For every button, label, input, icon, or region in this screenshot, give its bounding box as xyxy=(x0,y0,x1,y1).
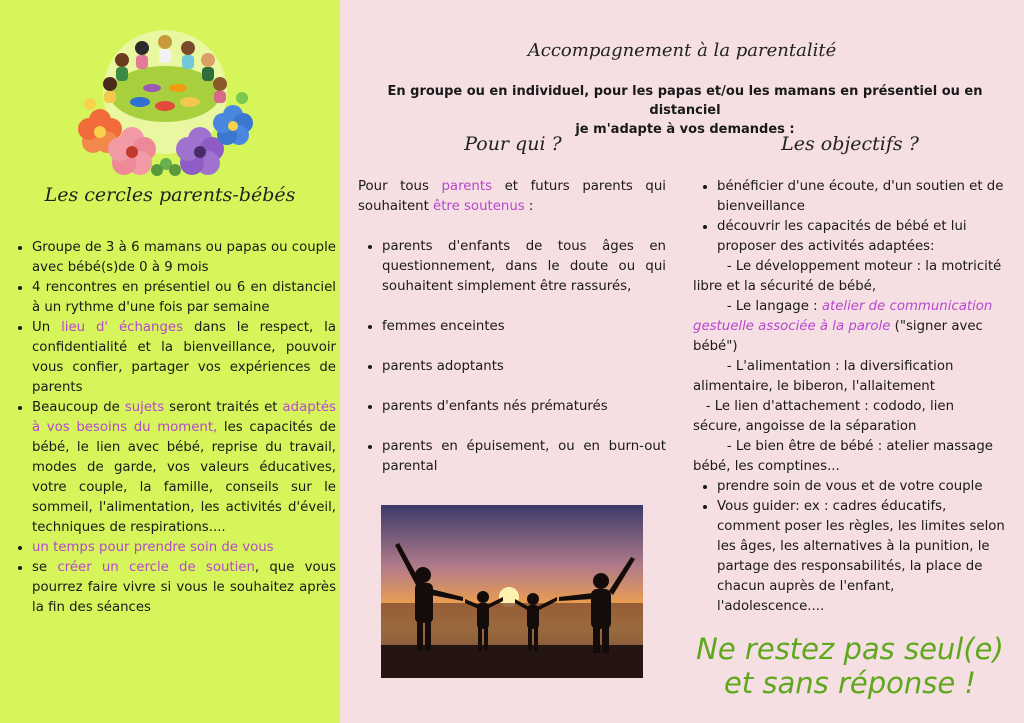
text-segment: - Le lien d'attachement : cododo, lien sécure, angoisse de la séparation xyxy=(693,399,959,434)
main-title: Accompagnement à la parentalité xyxy=(527,40,837,61)
left-list-item xyxy=(32,538,336,558)
objectif-item: • Vous guider: ex : cadres éducatifs, comment poser les règles, les limites selon les âges, les alternatives à la punition, le partage des responsabilités, la place de chacun auprès de l'enfant, l'adolescence.... xyxy=(717,497,1005,617)
pour-qui-title: Pour qui ? xyxy=(464,133,562,155)
highlight-text: parents xyxy=(441,179,492,194)
objectif-item: • prendre soin de vous et de votre couple xyxy=(717,477,1005,497)
intro-line-1: En groupe ou en individuel, pour les papas et/ou les mamans en présentiel ou en distanciel xyxy=(387,84,983,118)
pour-qui-intro xyxy=(358,177,666,217)
pour-qui-column xyxy=(358,177,666,497)
pour-qui-list xyxy=(358,237,666,477)
text-segment: ("signer avec bébé") xyxy=(693,319,988,354)
left-list-item xyxy=(32,558,336,618)
intro-line-2: je m'adapte à vos demandes : xyxy=(575,122,795,137)
tagline-line-2: et sans réponse ! xyxy=(723,666,977,700)
pour-qui-item: • parents en épuisement, ou en burn-out parental xyxy=(382,437,666,477)
text-segment: 4 rencontres en présentiel ou 6 en distanciel à un rythme d'une fois par semaine xyxy=(32,280,336,315)
text-segment: seront traités et xyxy=(164,400,283,415)
left-list-item xyxy=(32,238,336,278)
objectif-sub-item xyxy=(693,297,1005,357)
text-segment: Pour tous xyxy=(358,179,442,194)
intro-text xyxy=(360,82,1010,139)
highlight-text: atelier de communication gestuelle associée à la parole xyxy=(693,299,997,334)
text-segment: - Le langage : xyxy=(693,299,822,314)
text-segment: Un xyxy=(32,320,62,335)
text-segment: - Le développement moteur : la motricité libre et la sécurité de bébé, xyxy=(693,259,1006,294)
family-sunset-photo xyxy=(381,505,643,678)
text-segment: Beaucoup de xyxy=(32,400,125,415)
pour-qui-item: • parents d'enfants nés prématurés xyxy=(382,397,666,417)
left-title: Les cercles parents-bébés xyxy=(44,184,296,206)
highlight-text: un temps pour prendre soin de vous xyxy=(32,540,274,555)
highlight-text: adaptés à vos besoins du moment, xyxy=(32,400,336,435)
objectifs-sub-list xyxy=(693,257,1005,477)
objectif-sub-item xyxy=(693,257,1005,297)
highlight-text: être soutenus xyxy=(433,199,525,214)
objectifs-title: Les objectifs ? xyxy=(781,133,919,155)
parents-circle-logo-icon xyxy=(70,22,260,182)
objectif-sub-item xyxy=(693,357,1005,397)
left-list-item xyxy=(32,278,336,318)
text-segment: - Le bien être de bébé : atelier massage bébé, les comptines... xyxy=(693,439,998,474)
text-segment: : xyxy=(524,199,534,214)
text-segment: dans le respect, la confidentialité et la bienveillance, pouvoir vous confier, partager vos expériences de parents xyxy=(32,320,337,395)
text-segment: , que vous pourrez faire vivre si vous le souhaitez après la fin des séances xyxy=(32,560,336,615)
pour-qui-item: • parents adoptants xyxy=(382,357,666,377)
tagline-line-1: Ne restez pas seul(e) xyxy=(696,632,1004,666)
text-segment: les capacités de bébé, le lien avec bébé, reprise du travail, modes de garde, vos valeurs éducatives, votre couple, la famille, conseils sur le sommeil, l'alimentation, les activités d'éveil, techniques de respirations.... xyxy=(32,420,336,535)
left-list-item xyxy=(32,398,336,538)
objectif-sub-item xyxy=(693,437,1005,477)
highlight-text: créer un cercle de soutien xyxy=(57,560,255,575)
tagline xyxy=(690,632,1010,700)
left-list-item xyxy=(32,318,336,398)
left-list xyxy=(14,238,336,618)
objectif-item: • bénéficier d'une écoute, d'un soutien et de bienveillance xyxy=(717,177,1005,217)
pour-qui-item: • femmes enceintes xyxy=(382,317,666,337)
highlight-text: sujets xyxy=(124,400,165,415)
highlight-text: lieu d' échanges xyxy=(61,320,184,335)
text-segment: - L'alimentation : la diversification alimentaire, le biberon, l'allaitement xyxy=(693,359,958,394)
objectif-item: • découvrir les capacités de bébé et lui proposer des activités adaptées: xyxy=(717,217,1005,257)
text-segment: se xyxy=(32,560,58,575)
text-segment: et futurs parents qui souhaitent xyxy=(358,179,666,214)
text-segment: Groupe de 3 à 6 mamans ou papas ou couple avec bébé(s)de 0 à 9 mois xyxy=(32,240,336,275)
pour-qui-item: • parents d'enfants de tous âges en questionnement, dans le doute ou qui souhaitent simplement être rassurés, xyxy=(382,237,666,297)
objectifs-column xyxy=(693,177,1005,617)
objectifs-list-a xyxy=(693,177,1005,257)
objectifs-list-b xyxy=(693,477,1005,617)
objectif-sub-item xyxy=(693,397,1005,437)
